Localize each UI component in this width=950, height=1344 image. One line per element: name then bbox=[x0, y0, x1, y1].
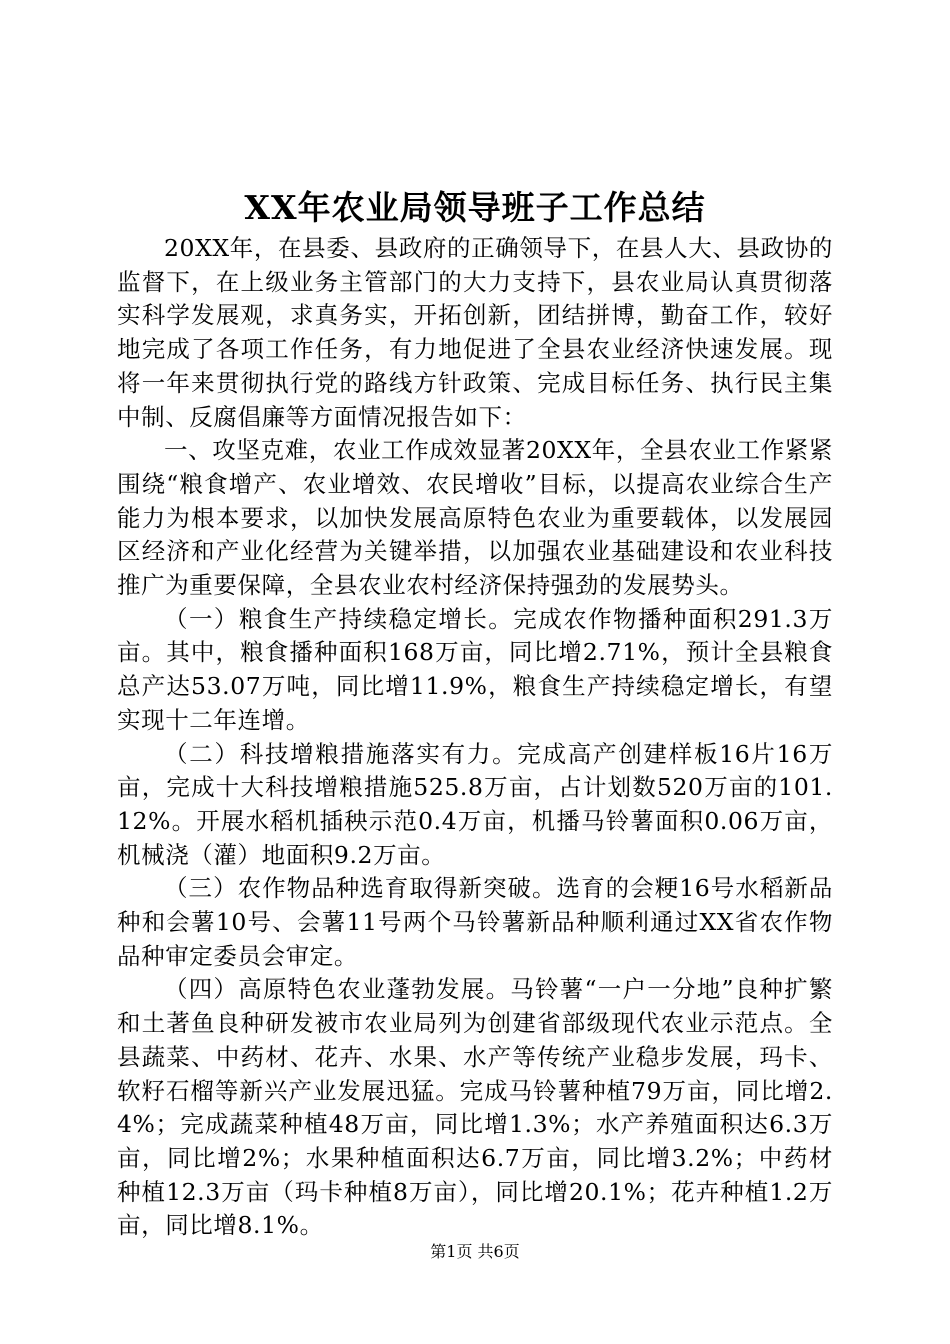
document-body bbox=[117, 232, 833, 1243]
grain-production-paragraph: （一）粮食生产持续稳定增长。完成农作物播种面积291.3万亩。其中，粮食播种面积168万亩，同比增2.71%，预计全县粮食总产达53.07万吨，同比增11.9%，粮食生产持续稳定增长，有望实现十二年连增。 bbox=[117, 604, 833, 734]
technology-measures-paragraph: （二）科技增粮措施落实有力。完成高产创建样板16片16万亩，完成十大科技增粮措施525.8万亩，占计划数520万亩的101.12%。开展水稻机插秧示范0.4万亩，机播马铃薯面积0.06万亩，机械浇（灌）地面积9.2万亩。 bbox=[117, 739, 833, 869]
page-number-footer: 第1页 共6页 bbox=[430, 1242, 520, 1261]
plateau-agriculture-paragraph: （四）高原特色农业蓬勃发展。马铃薯“一户一分地”良种扩繁和土著鱼良种研发被市农业局列为创建省部级现代农业示范点。全县蔬菜、中药材、花卉、水果、水产等传统产业稳步发展，玛卡、软籽石榴等新兴产业发展迅猛。完成马铃薯种植79万亩，同比增2.4%；完成蔬菜种植48万亩，同比增1.3%；水产养殖面积达6.3万亩，同比增2%；水果种植面积达6.7万亩，同比增3.2%；中药材种植12.3万亩（玛卡种植8万亩），同比增20.1%；花卉种植1.2万亩，同比增8.1%。 bbox=[117, 975, 833, 1240]
intro-paragraph: 20XX年，在县委、县政府的正确领导下，在县人大、县政协的监督下，在上级业务主管部门的大力支持下，县农业局认真贯彻落实科学发展观，求真务实，开拓创新，团结拼博，勤奋工作，较好地完成了各项工作任务，有力地促进了全县农业经济快速发展。现将一年来贯彻执行党的路线方针政策、完成目标任务、执行民主集中制、反腐倡廉等方面情况报告如下： bbox=[117, 234, 833, 431]
document-title: XX年农业局领导班子工作总结 bbox=[244, 188, 706, 227]
section-one-paragraph: 一、攻坚克难，农业工作成效显著20XX年，全县农业工作紧紧围绕“粮食增产、农业增效、农民增收”目标，以提高农业综合生产能力为根本要求，以加快发展高原特色农业为重要载体，以发展园区经济和产业化经营为关键举措，以加强农业基础建设和农业科技推广为重要保障，全县农业农村经济保持强劲的发展势头。 bbox=[117, 436, 833, 600]
crop-breeding-paragraph: （三）农作物品种选育取得新突破。选育的会粳16号水稻新品种和会薯10号、会薯11号两个马铃薯新品种顺利通过XX省农作物品种审定委员会审定。 bbox=[117, 874, 833, 970]
